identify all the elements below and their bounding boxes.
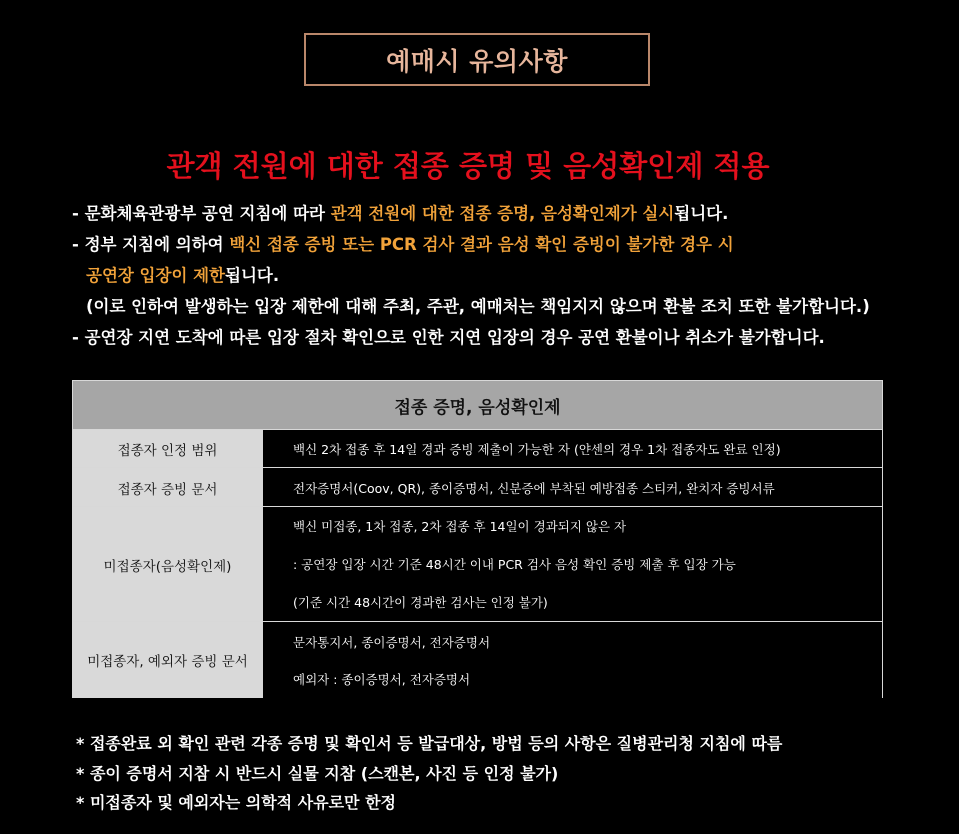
notice-item-1: [72, 198, 952, 229]
row-label: 접종자 증빙 문서: [73, 468, 263, 507]
row-value: [263, 468, 882, 507]
footnotes: [76, 729, 782, 818]
notice-list: [72, 198, 952, 353]
page-title: 예매시 유의사항: [386, 46, 568, 76]
notice-2-cont-suffix: 됩니다.: [225, 266, 280, 285]
notice-item-2-note: [72, 291, 952, 322]
notice-2-note-text: (이로 인하여 발생하는 입장 제한에 대해 주최, 주관, 예매처는 책임지지 않으며 환불 조치 또한 불가합니다.): [86, 297, 870, 316]
notice-2-highlight: 백신 접종 증빙 또는 PCR 검사 결과 음성 확인 증빙이 불가한 경우 시: [229, 235, 734, 254]
table-row: [73, 506, 882, 622]
notice-2-text: - 정부 지침에 의하여: [72, 235, 230, 254]
row-value-line: : 공연장 입장 시간 기준 48시간 이내 PCR 검사 음성 확인 증빙 제출 후 입장 가능: [293, 557, 736, 572]
notice-item-3: [72, 322, 952, 353]
table-row: [73, 467, 882, 507]
notice-1-highlight: 관객 전원에 대한 접종 증명, 음성확인제가 실시: [330, 204, 675, 223]
row-value: [263, 430, 882, 468]
footnote-item: * 미접종자 및 예외자는 의학적 사유로만 한정: [76, 793, 396, 812]
notice-item-2-cont: [72, 260, 952, 291]
notice-1-suffix: 됩니다.: [674, 204, 729, 223]
row-value: [263, 507, 882, 622]
notice-1-text: - 문화체육관광부 공연 지침에 따라: [72, 204, 331, 223]
table-header: 접종 증명, 음성확인제: [73, 381, 882, 429]
row-value-line: 전자증명서(Coov, QR), 종이증명서, 신분증에 부착된 예방접종 스티커, 완치자 증빙서류: [293, 481, 775, 496]
footnote-item: * 종이 증명서 지참 시 반드시 실물 지참 (스캔본, 사진 등 인정 불가): [76, 763, 559, 783]
notice-3-text: - 공연장 지연 도착에 따른 입장 절차 확인으로 인한 지연 입장의 경우 공연 환불이나 취소가 불가합니다.: [72, 328, 825, 347]
headline: 관객 전원에 대한 접종 증명 및 음성확인제 적용: [166, 149, 770, 183]
row-value-line: 백신 미접종, 1차 접종, 2차 접종 후 14일이 경과되지 않은 자: [293, 519, 627, 534]
row-label: 미접종자, 예외자 증빙 문서: [73, 622, 263, 698]
row-label: 미접종자(음성확인제): [73, 507, 263, 622]
row-label: 접종자 인정 범위: [73, 430, 263, 468]
requirements-table: [72, 380, 883, 698]
table-row: [73, 621, 882, 698]
row-value-line: 문자통지서, 종이증명서, 전자증명서: [293, 635, 491, 650]
notice-item-2: [72, 229, 952, 260]
footnote-item: * 접종완료 외 확인 관련 각종 증명 및 확인서 등 발급대상, 방법 등의 사항은 질병관리청 지침에 따름: [76, 734, 783, 753]
table-row: [73, 429, 882, 468]
page-title-box: [304, 33, 650, 86]
row-value-line: 백신 2차 접종 후 14일 경과 증빙 제출이 가능한 자 (얀센의 경우 1차 접종자도 완료 인정): [293, 442, 781, 457]
notice-2-cont-highlight: 공연장 입장이 제한: [86, 266, 226, 285]
row-value-line: 예외자 : 종이증명서, 전자증명서: [293, 672, 471, 687]
row-value: [263, 622, 882, 698]
row-value-line: (기준 시간 48시간이 경과한 검사는 인정 불가): [293, 595, 548, 610]
